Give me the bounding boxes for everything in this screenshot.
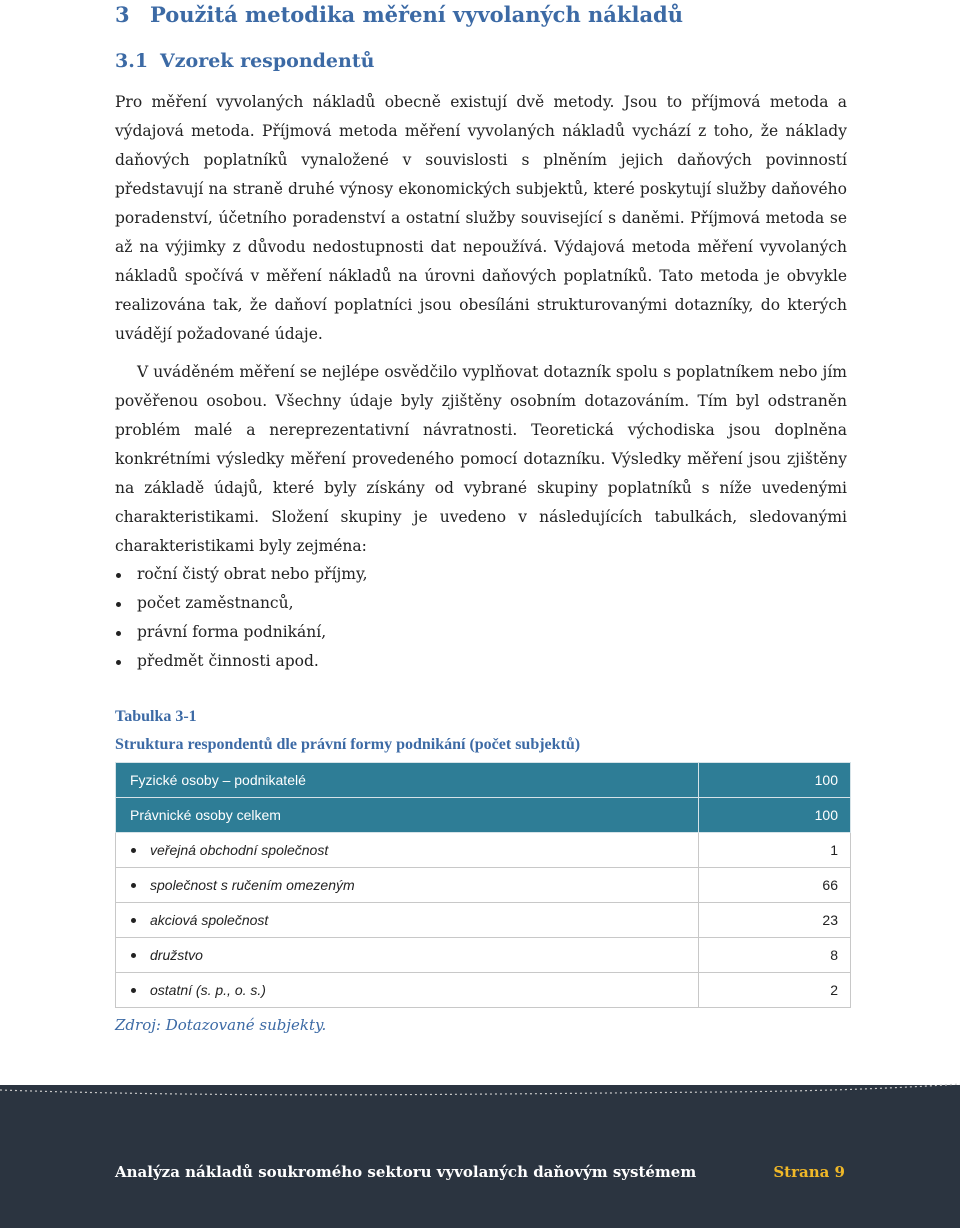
table-row <box>116 973 851 1008</box>
table-row <box>116 903 851 938</box>
row-value: 8 <box>699 938 851 973</box>
respondents-table <box>115 762 851 1008</box>
row-value: 66 <box>699 868 851 903</box>
table-label: Tabulka 3-1 <box>115 708 197 725</box>
page-number: Strana 9 <box>773 1163 845 1181</box>
row-value: 23 <box>699 903 851 938</box>
paragraph-measurement: V uváděném měření se nejlépe osvědčilo vyplňovat dotazník spolu s poplatníkem nebo jím pověřenou osobou. Všechny údaje byly zjištěny osobním dotazováním. Tím byl odstraněn problém malé a nereprezentativní návratnosti. Teoretická východiska jsou doplněna konkrétními výsledky měření provedeného pomocí dotazníku. Výsledky měření jsou zjištěny na základě údajů, které byly získány od vybrané skupiny poplatníků s níže uvedenými charakteristikami. Složení skupiny je uvedeno v následujících tabulkách, sledovanými charakteristikami byly zejména: <box>115 363 847 555</box>
row-label: společnost s ručením omezeným <box>150 877 355 893</box>
row-value: 2 <box>699 973 851 1008</box>
section-heading <box>115 2 683 27</box>
row-cell <box>116 973 699 1008</box>
bullet-icon <box>131 918 136 923</box>
row-cell <box>116 833 699 868</box>
row-cell <box>116 868 699 903</box>
bullet-icon <box>131 953 136 958</box>
footer-title: Analýza nákladů soukromého sektoru vyvolaných daňovým systémem <box>115 1163 697 1181</box>
subsection-number: 3.1 <box>115 50 149 72</box>
section-number: 3 <box>115 2 130 27</box>
list-item: předmět činnosti apod. <box>115 647 368 676</box>
row-label: Fyzické osoby – podnikatelé <box>116 763 699 798</box>
paragraph-methods: Pro měření vyvolaných nákladů obecně existují dvě metody. Jsou to příjmová metoda a výdajová metoda. Příjmová metoda měření vyvolaných nákladů vychází z toho, že náklady daňových poplatníků vynaložené v souvislosti s plněním jejich daňových povinností představují na straně druhé výnosy ekonomických subjektů, které poskytují služby daňového poradenství, účetního poradenství a ostatní služby související s daněmi. Příjmová metoda se až na výjimky z důvodu nedostupnosti dat nepoužívá. Výdajová metoda měření vyvolaných nákladů spočívá v měření nákladů na úrovni daňových poplatníků. Tato metoda je obvykle realizována tak, že daňoví poplatníci jsou obesíláni strukturovanými dotazníky, do kterých uvádějí požadované údaje. <box>115 93 847 343</box>
bullet-icon <box>131 883 136 888</box>
row-cell <box>116 903 699 938</box>
table-source: Zdroj: Dotazované subjekty. <box>115 1016 327 1034</box>
row-label: Právnické osoby celkem <box>116 798 699 833</box>
row-label: akciová společnost <box>150 912 269 928</box>
bullet-icon <box>131 988 136 993</box>
list-item: počet zaměstnanců, <box>115 589 368 618</box>
table-row <box>116 833 851 868</box>
row-value: 100 <box>699 798 851 833</box>
row-value: 1 <box>699 833 851 868</box>
table-row <box>116 763 851 798</box>
table-title: Struktura respondentů dle právní formy podnikání (počet subjektů) <box>115 736 581 753</box>
row-value: 100 <box>699 763 851 798</box>
table-row <box>116 938 851 973</box>
characteristics-list <box>115 560 368 676</box>
row-label: veřejná obchodní společnost <box>150 842 329 858</box>
list-item: roční čistý obrat nebo příjmy, <box>115 560 368 589</box>
table-row <box>116 798 851 833</box>
row-label: ostatní (s. p., o. s.) <box>150 982 266 998</box>
subsection-title: Vzorek respondentů <box>160 50 375 72</box>
bullet-icon <box>131 848 136 853</box>
list-item: právní forma podnikání, <box>115 618 368 647</box>
subsection-heading <box>115 50 374 72</box>
footer-wave-decoration <box>0 1070 960 1130</box>
section-title: Použitá metodika měření vyvolaných nákladů <box>150 2 683 27</box>
row-label: družstvo <box>150 947 203 963</box>
row-cell <box>116 938 699 973</box>
table-row <box>116 868 851 903</box>
